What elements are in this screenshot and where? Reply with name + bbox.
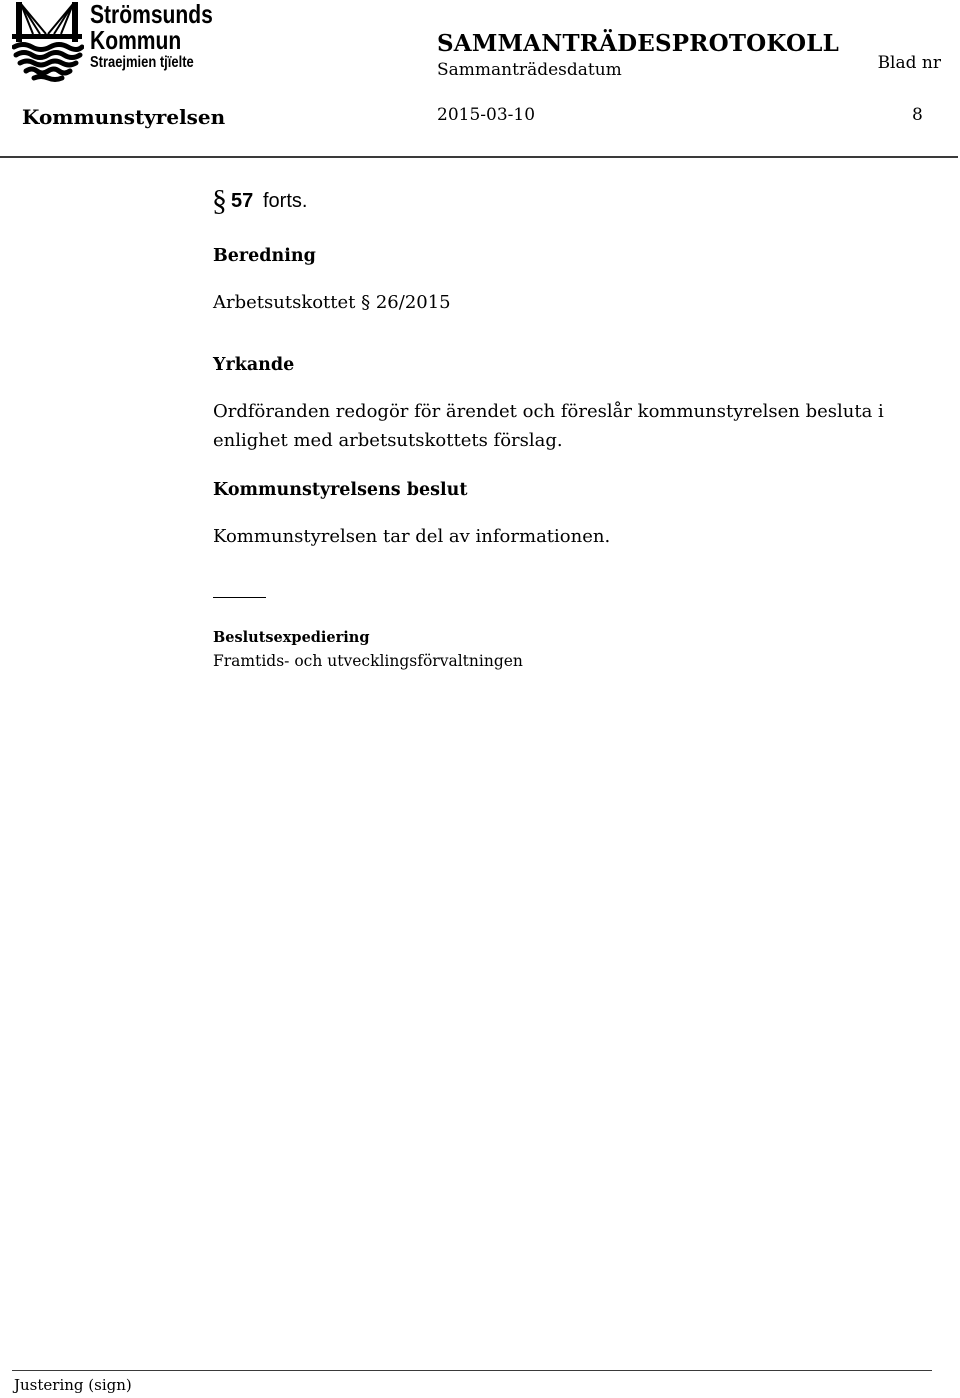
- beslutsexpediering-recipient: Framtids- och utvecklingsförvaltningen: [213, 652, 523, 670]
- section-number: 57: [231, 190, 254, 212]
- meeting-date-label: Sammanträdesdatum: [437, 60, 622, 80]
- document-type-title: SAMMANTRÄDESPROTOKOLL: [437, 30, 839, 57]
- beslut-heading: Kommunstyrelsens beslut: [213, 480, 468, 500]
- yrkande-heading: Yrkande: [213, 355, 295, 375]
- beslut-text: Kommunstyrelsen tar del av informationen.: [213, 526, 611, 547]
- section-separator: [213, 597, 266, 598]
- yrkande-text: Ordföranden redogör för ärendet och föreslår kommunstyrelsen besluta i enlighet med arbetsutskottets förslag.: [213, 401, 884, 451]
- logo-text-kommun: Kommun: [90, 25, 182, 55]
- section-continued-label: forts.: [263, 190, 308, 212]
- logo-text-south-sami: Straejmien tjïelte: [90, 54, 194, 71]
- beredning-text: Arbetsutskottet § 26/2015: [213, 292, 451, 313]
- bridge-waves-icon: [12, 0, 84, 84]
- footer-divider: [12, 1370, 932, 1371]
- header-divider: [0, 156, 958, 158]
- justering-signature-label: Justering (sign): [14, 1376, 132, 1394]
- page-number-label: Blad nr: [877, 53, 941, 73]
- meeting-date-value: 2015-03-10: [437, 105, 536, 125]
- section-symbol: §: [212, 184, 227, 217]
- logo-text-strömsunds: Strömsunds: [90, 0, 213, 29]
- beslutsexpediering-heading: Beslutsexpediering: [213, 629, 370, 646]
- municipality-logo: [0, 0, 240, 86]
- page-number-value: 8: [912, 105, 923, 125]
- beredning-heading: Beredning: [213, 246, 316, 266]
- governing-body-name: Kommunstyrelsen: [22, 105, 226, 129]
